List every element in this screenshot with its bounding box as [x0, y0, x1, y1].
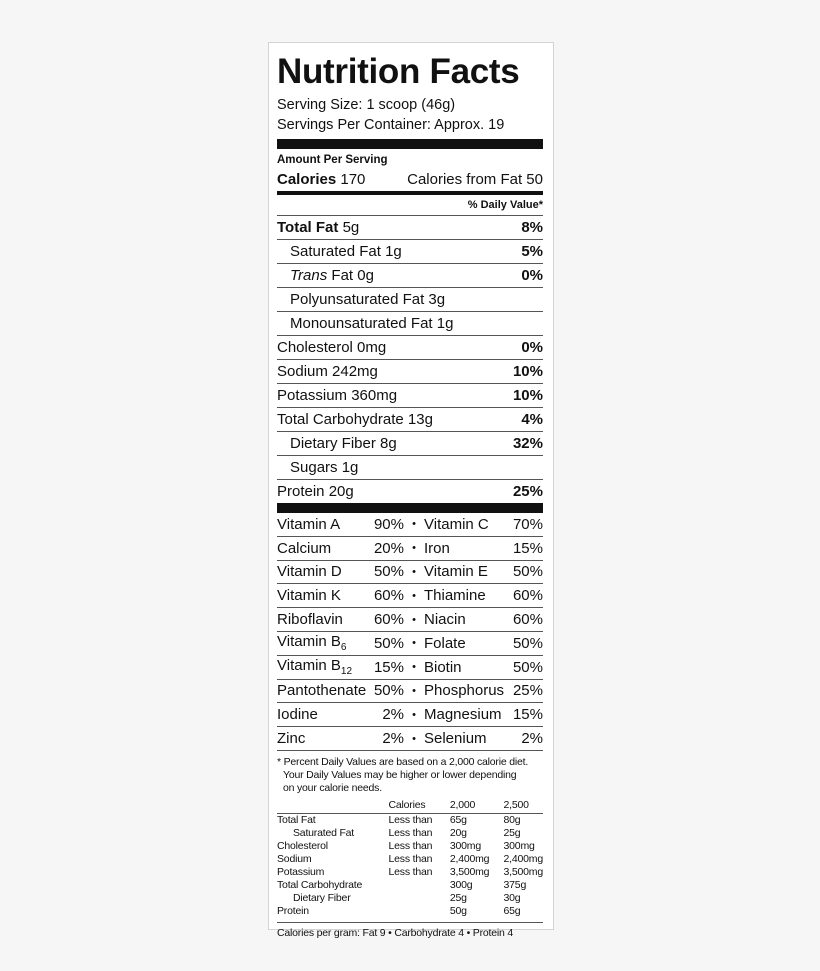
vitamin-name: Riboflavin	[277, 611, 343, 629]
vitamin-name: Iodine	[277, 706, 318, 724]
vitamin-row	[277, 584, 543, 608]
vitamin-name: Vitamin E	[424, 563, 488, 581]
nutrient-list	[277, 216, 543, 503]
vitamin-percent: 50%	[512, 563, 543, 581]
dv-table-cell: 50g	[449, 904, 467, 917]
footnote-line: * Percent Daily Values are based on a 2,000 calorie diet.	[277, 755, 529, 768]
vitamin-percent: 60%	[512, 587, 543, 605]
bullet-separator: •	[412, 661, 416, 674]
vitamin-percent: 20%	[373, 539, 404, 557]
bullet-separator: •	[412, 518, 416, 531]
vitamin-name: Niacin	[424, 611, 466, 629]
dv-table-cell: Less than	[388, 839, 433, 852]
vitamin-percent: 2%	[521, 730, 543, 748]
daily-value-reference-table	[277, 799, 543, 918]
dv-table-cell: Saturated Fat	[293, 826, 355, 839]
dv-table-cell	[277, 799, 389, 814]
nutrient-amount: 3g	[428, 291, 446, 308]
dv-table-cell: 3,500mg	[449, 865, 490, 878]
dv-table-row	[277, 827, 543, 840]
nutrient-name: Potassium	[277, 387, 348, 404]
nutrient-row	[277, 480, 543, 503]
nutrient-row	[277, 360, 543, 384]
dv-table-cell	[389, 905, 450, 918]
calories-row	[277, 168, 543, 191]
nutrient-amount: 1g	[436, 315, 454, 332]
vitamin-name: Thiamine	[424, 587, 486, 605]
amount-per-serving: Amount Per Serving	[277, 154, 388, 166]
vitamin-name: Zinc	[277, 730, 306, 748]
vitamin-row	[277, 727, 543, 751]
nutrient-label	[277, 387, 397, 404]
dv-table-row	[277, 853, 543, 866]
nutrient-row	[277, 408, 543, 432]
footnote-line: Your Daily Values may be higher or lower depending	[283, 768, 517, 781]
nutrient-amount: 242mg	[332, 363, 378, 380]
vitamin-mineral-list	[277, 513, 543, 751]
vitamin-name: Vitamin $B_6$	[277, 633, 347, 654]
vitamin-percent: 2%	[382, 730, 404, 748]
dv-table-cell: 3,500mg	[503, 865, 543, 878]
nutrient-amount: 13g	[407, 411, 433, 428]
nutrient-label	[277, 219, 359, 236]
dv-table-cell: Less than	[388, 813, 433, 826]
nutrient-label	[277, 243, 402, 260]
dv-table-row	[277, 840, 543, 853]
dv-table-cell: 20g	[449, 826, 467, 839]
dv-table-row	[277, 892, 543, 905]
vitamin-name: Biotin	[424, 658, 462, 676]
vitamin-percent: 70%	[512, 515, 543, 533]
vitamin-subscript: 6	[340, 642, 347, 654]
dv-table-cell: Less than	[388, 865, 433, 878]
nutrient-daily-value: 32%	[512, 435, 543, 452]
vitamin-row	[277, 632, 543, 656]
vitamin-row	[277, 680, 543, 704]
nutrient-row	[277, 456, 543, 480]
bullet-separator: •	[412, 708, 416, 721]
vitamin-percent: 50%	[373, 682, 404, 700]
daily-value-header: % Daily Value*	[277, 195, 543, 216]
vitamin-row	[277, 656, 543, 680]
nutrient-row	[277, 288, 543, 312]
vitamin-percent: 60%	[373, 611, 404, 629]
bullet-separator: •	[412, 589, 416, 602]
dv-table-cell: 65g	[503, 904, 521, 917]
dv-table-cell	[389, 892, 450, 905]
nutrient-amount: 1g	[341, 459, 359, 476]
nutrient-row	[277, 264, 543, 288]
bullet-separator: •	[412, 613, 416, 626]
nutrient-row	[277, 384, 543, 408]
dv-table-cell: 80g	[503, 813, 521, 826]
nutrient-amount: 5g	[342, 219, 360, 236]
nutrient-row	[277, 432, 543, 456]
dv-table-cell: 2,500	[504, 799, 543, 814]
vitamin-name: Vitamin K	[277, 587, 341, 605]
dv-table-cell: 25g	[449, 891, 467, 904]
nutrient-name: Monounsaturated Fat	[290, 315, 433, 332]
vitamin-percent: 60%	[512, 611, 543, 629]
nutrient-name: Sugars	[290, 459, 338, 476]
vitamin-row	[277, 703, 543, 727]
dv-table-cell: Cholesterol	[277, 839, 328, 852]
thick-divider	[277, 139, 543, 149]
calories-label: Calories	[277, 171, 337, 188]
nutrient-row	[277, 336, 543, 360]
calories-from-fat: Calories from Fat 50	[407, 171, 543, 188]
dv-table-cell: Dietary Fiber	[293, 891, 351, 904]
nutrient-daily-value: 4%	[521, 411, 543, 428]
vitamin-name: Iron	[424, 539, 450, 557]
nutrient-label	[277, 339, 386, 356]
nutrient-label	[277, 483, 354, 500]
dv-table-cell: 2,400mg	[503, 852, 543, 865]
dv-table-cell	[389, 879, 450, 892]
nutrient-name: Saturated Fat	[290, 243, 381, 260]
dv-table-row	[277, 879, 543, 892]
nutrition-label-card	[268, 42, 554, 939]
dv-table-cell: 2,000	[450, 799, 504, 814]
dv-table-cell: 300g	[449, 878, 473, 891]
calories-per-gram: Calories per gram: Fat 9 • Carbohydrate 4 • Protein 4	[277, 922, 543, 941]
dv-table-cell: 375g	[503, 878, 527, 891]
nutrient-amount: 0mg	[357, 339, 387, 356]
nutrient-label	[277, 459, 358, 476]
nutrient-label	[277, 435, 397, 452]
vitamin-row	[277, 537, 543, 561]
nutrient-name: Total Fat	[277, 219, 339, 236]
vitamin-row	[277, 513, 543, 537]
dv-table-row	[277, 813, 543, 827]
nutrient-label	[277, 315, 453, 332]
vitamin-percent: 15%	[512, 539, 543, 557]
nutrient-daily-value: 10%	[512, 387, 543, 404]
vitamin-name: Vitamin A	[277, 515, 341, 533]
vitamin-name: Vitamin D	[277, 563, 342, 581]
dv-table-cell: Sodium	[277, 852, 312, 865]
dv-table-cell: Total Fat	[277, 813, 316, 826]
nutrient-label	[277, 411, 433, 428]
nutrient-label: Trans Fat 0g	[290, 267, 374, 284]
nutrient-daily-value: 8%	[521, 219, 543, 236]
nutrient-daily-value: 25%	[512, 483, 543, 500]
dv-table-cell: 2,400mg	[449, 852, 490, 865]
dv-table-cell: Total Carbohydrate	[277, 878, 363, 891]
nutrient-amount: 20g	[328, 483, 354, 500]
vitamin-name: Folate	[424, 634, 466, 652]
vitamin-name: Phosphorus	[424, 682, 505, 700]
nutrient-daily-value: 5%	[521, 243, 543, 260]
vitamin-subscript: 12	[340, 666, 353, 678]
bullet-separator: •	[412, 684, 416, 697]
vitamin-percent: 50%	[512, 658, 543, 676]
vitamin-percent: 15%	[512, 706, 543, 724]
vitamin-row	[277, 561, 543, 585]
servings-per-container: Servings Per Container: Approx. 19	[277, 117, 505, 133]
vitamin-percent: 90%	[373, 515, 404, 533]
vitamin-percent: 50%	[373, 563, 404, 581]
bullet-separator: •	[412, 565, 416, 578]
dv-table-cell: Less than	[388, 826, 433, 839]
nutrient-amount: 8g	[380, 435, 397, 452]
nutrient-name: Sodium	[277, 363, 328, 380]
nutrient-name: Polyunsaturated Fat	[290, 291, 425, 308]
dv-table-cell: 65g	[449, 813, 467, 826]
dv-table-row	[277, 905, 543, 918]
vitamin-name: Calcium	[277, 539, 332, 557]
label-title: Nutrition Facts	[277, 52, 520, 91]
vitamin-name: Vitamin C	[424, 515, 489, 533]
nutrient-row	[277, 216, 543, 240]
nutrient-label	[277, 363, 378, 380]
nutrient-daily-value: 0%	[521, 339, 543, 356]
bullet-separator: •	[412, 542, 416, 555]
vitamin-percent: 60%	[373, 587, 404, 605]
vitamin-name: Magnesium	[424, 706, 502, 724]
nutrient-row	[277, 312, 543, 336]
nutrient-amount: 0g	[357, 267, 374, 284]
vitamin-row	[277, 608, 543, 632]
dv-table-cell: 25g	[503, 826, 521, 839]
nutrition-facts-panel	[277, 51, 543, 941]
nutrient-name: Dietary Fiber	[290, 435, 376, 452]
vitamin-name: Vitamin $B_{12}$	[277, 657, 353, 678]
nutrient-name: Cholesterol	[277, 339, 353, 356]
vitamin-percent: 25%	[512, 682, 543, 700]
thick-divider	[277, 503, 543, 513]
calories-value: 170	[340, 171, 366, 188]
nutrient-amount: 1g	[385, 243, 402, 260]
dv-table-cell: Protein	[277, 904, 309, 917]
nutrient-label	[277, 291, 445, 308]
dv-table-header	[277, 799, 543, 814]
vitamin-name: Pantothenate	[277, 682, 367, 700]
vitamin-percent: 2%	[382, 706, 404, 724]
nutrient-amount: 360mg	[351, 387, 398, 404]
footnote	[277, 756, 543, 795]
dv-table-cell: Less than	[388, 852, 433, 865]
dv-table-cell: 300mg	[503, 839, 535, 852]
footnote-line: on your calorie needs.	[283, 781, 382, 794]
dv-table-cell: 300mg	[449, 839, 481, 852]
nutrient-row	[277, 240, 543, 264]
nutrient-name: Total Carbohydrate	[277, 411, 404, 428]
vitamin-name: Selenium	[424, 730, 487, 748]
dv-table-cell: 30g	[503, 891, 521, 904]
serving-size: Serving Size: 1 scoop (46g)	[277, 97, 456, 113]
dv-table-cell: Calories	[389, 799, 450, 814]
vitamin-percent: 50%	[512, 634, 543, 652]
vitamin-percent: 50%	[373, 634, 404, 652]
bullet-separator: •	[412, 732, 416, 745]
nutrient-daily-value: 0%	[521, 267, 543, 284]
nutrient-daily-value: 10%	[512, 363, 543, 380]
bullet-separator: •	[412, 637, 416, 650]
nutrient-name: Trans	[290, 267, 328, 284]
dv-table-row	[277, 866, 543, 879]
nutrient-name: Protein	[277, 483, 325, 500]
vitamin-percent: 15%	[373, 658, 404, 676]
dv-table-cell: Potassium	[277, 865, 325, 878]
